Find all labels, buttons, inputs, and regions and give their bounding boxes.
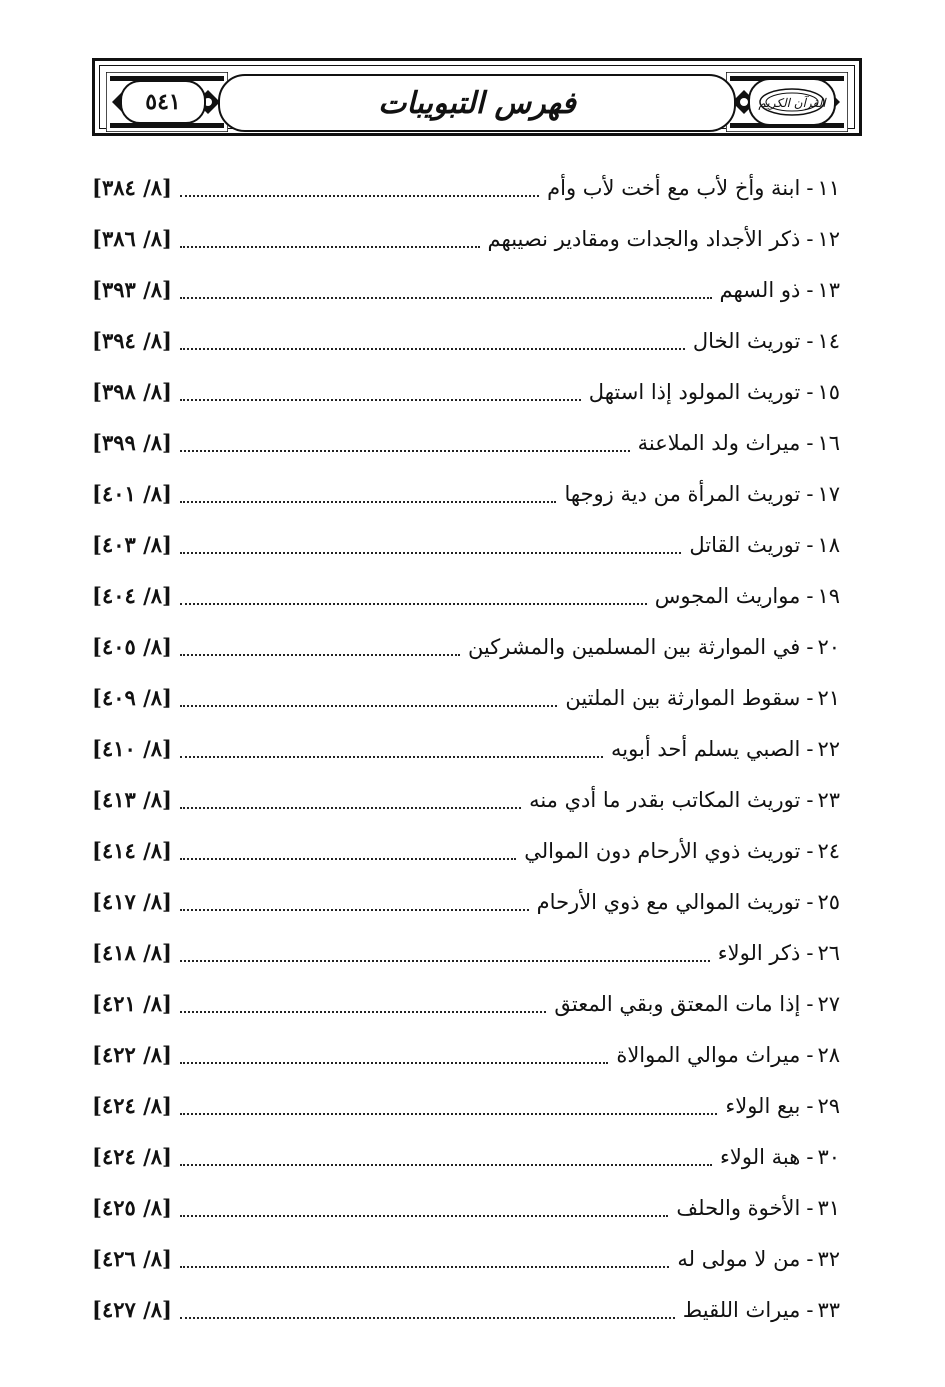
entry-number: ١٤ xyxy=(817,328,840,353)
entry-reference: [٨/ ٤٢٥] xyxy=(92,1195,172,1220)
dot-leader xyxy=(180,1113,717,1115)
entry-dash: - xyxy=(806,838,814,863)
entry-number: ٢٠ xyxy=(817,634,840,659)
index-entry-33 xyxy=(92,1284,840,1335)
entry-reference: [٨/ ٤٠٩] xyxy=(92,685,172,710)
entry-number: ١٥ xyxy=(817,379,840,404)
dot-leader xyxy=(180,501,557,503)
entry-reference: [٨/ ٣٩٩] xyxy=(92,430,172,455)
entry-number: ٣١ xyxy=(817,1195,840,1220)
entry-title: في الموارثة بين المسلمين والمشركين xyxy=(467,634,801,659)
dot-leader xyxy=(180,399,581,401)
dot-leader xyxy=(180,756,603,758)
dot-leader xyxy=(180,603,647,605)
index-entry-16 xyxy=(92,417,840,468)
entry-title: توريث المولود إذا استهل xyxy=(588,379,801,404)
index-entry-25 xyxy=(92,876,840,927)
entry-dash: - xyxy=(806,1246,814,1271)
entry-number: ١١ xyxy=(817,175,840,200)
index-entry-24 xyxy=(92,825,840,876)
entry-dash: - xyxy=(806,328,814,353)
index-entry-20 xyxy=(92,621,840,672)
entry-title: ميراث ولد الملاعنة xyxy=(637,430,801,455)
index-entry-15 xyxy=(92,366,840,417)
entry-number: ١٣ xyxy=(817,277,840,302)
entry-number: ٢٩ xyxy=(817,1093,840,1118)
entry-title: توريث المرأة من دية زوجها xyxy=(564,481,801,506)
dot-leader xyxy=(180,297,712,299)
index-entry-11 xyxy=(92,162,840,213)
entry-number: ٢٢ xyxy=(817,736,840,761)
entry-title: توريث الخال xyxy=(692,328,801,353)
entry-number: ٢١ xyxy=(817,685,840,710)
entry-reference: [٨/ ٣٩٤] xyxy=(92,328,172,353)
entry-number: ٢٥ xyxy=(817,889,840,914)
index-entry-14 xyxy=(92,315,840,366)
entry-dash: - xyxy=(806,685,814,710)
entry-reference: [٨/ ٤٠١] xyxy=(92,481,172,506)
index-entry-28 xyxy=(92,1029,840,1080)
index-entry-12 xyxy=(92,213,840,264)
page-header-banner xyxy=(92,58,862,136)
dot-leader xyxy=(180,450,630,452)
index-entry-19 xyxy=(92,570,840,621)
title-panel xyxy=(218,74,736,132)
seal-text: القرآن الكريم xyxy=(758,96,826,110)
dot-leader xyxy=(180,807,521,809)
index-entry-29 xyxy=(92,1080,840,1131)
dot-leader xyxy=(180,348,685,350)
entry-dash: - xyxy=(806,991,814,1016)
entry-title: ذو السهم xyxy=(719,277,801,302)
entry-number: ٢٤ xyxy=(817,838,840,863)
entry-title: توريث ذوي الأرحام دون الموالي xyxy=(524,838,801,863)
entry-number: ٢٧ xyxy=(817,991,840,1016)
entry-reference: [٨/ ٤٢١] xyxy=(92,991,172,1016)
index-entry-18 xyxy=(92,519,840,570)
entry-reference: [٨/ ٤٢٤] xyxy=(92,1093,172,1118)
entry-dash: - xyxy=(806,175,814,200)
entry-reference: [٨/ ٤٠٤] xyxy=(92,583,172,608)
index-entry-17 xyxy=(92,468,840,519)
dot-leader xyxy=(180,552,681,554)
entry-dash: - xyxy=(806,940,814,965)
entry-number: ٢٦ xyxy=(817,940,840,965)
entry-dash: - xyxy=(806,1093,814,1118)
entry-reference: [٨/ ٣٨٦] xyxy=(92,226,172,251)
entry-reference: [٨/ ٤١٧] xyxy=(92,889,172,914)
entry-reference: [٨/ ٤٢٢] xyxy=(92,1042,172,1067)
entry-reference: [٨/ ٤١٣] xyxy=(92,787,172,812)
entry-title: ميراث اللقيط xyxy=(682,1297,801,1322)
entry-number: ٣٢ xyxy=(817,1246,840,1271)
dot-leader xyxy=(180,1062,608,1064)
entry-dash: - xyxy=(806,277,814,302)
dot-leader xyxy=(180,1266,669,1268)
index-entry-13 xyxy=(92,264,840,315)
dot-leader xyxy=(180,1011,546,1013)
index-entry-23 xyxy=(92,774,840,825)
entry-reference: [٨/ ٤٠٣] xyxy=(92,532,172,557)
index-entry-27 xyxy=(92,978,840,1029)
entry-title: توريث الموالي مع ذوي الأرحام xyxy=(536,889,801,914)
index-entry-32 xyxy=(92,1233,840,1284)
entry-dash: - xyxy=(806,481,814,506)
index-entry-21 xyxy=(92,672,840,723)
entry-dash: - xyxy=(806,889,814,914)
index-entry-22 xyxy=(92,723,840,774)
dot-leader xyxy=(180,195,539,197)
entry-dash: - xyxy=(806,430,814,455)
dot-leader xyxy=(180,1215,668,1217)
entry-title: ذكر الولاء xyxy=(717,940,801,965)
dot-leader xyxy=(180,960,710,962)
entry-reference: [٨/ ٣٩٣] xyxy=(92,277,172,302)
dot-leader xyxy=(180,246,480,248)
header-inner-frame xyxy=(99,65,855,129)
index-entry-31 xyxy=(92,1182,840,1233)
entry-title: إذا مات المعتق وبقي المعتق xyxy=(554,991,801,1016)
dot-leader xyxy=(180,1164,712,1166)
entry-title: مواريث المجوس xyxy=(654,583,801,608)
entry-number: ٣٣ xyxy=(817,1297,840,1322)
index-entry-30 xyxy=(92,1131,840,1182)
entry-dash: - xyxy=(806,1042,814,1067)
entry-title: ميراث موالي الموالاة xyxy=(616,1042,801,1067)
entry-number: ٢٨ xyxy=(817,1042,840,1067)
entry-title: سقوط الموارثة بين الملتين xyxy=(565,685,801,710)
index-entry-26 xyxy=(92,927,840,978)
entry-dash: - xyxy=(806,226,814,251)
entry-title: توريث القاتل xyxy=(689,532,801,557)
entry-dash: - xyxy=(806,1144,814,1169)
entry-reference: [٨/ ٤٢٤] xyxy=(92,1144,172,1169)
dot-leader xyxy=(180,858,516,860)
entry-dash: - xyxy=(806,379,814,404)
entry-number: ١٧ xyxy=(817,481,840,506)
dot-leader xyxy=(180,1317,675,1319)
entry-reference: [٨/ ٣٨٤] xyxy=(92,175,172,200)
entry-title: بيع الولاء xyxy=(725,1093,801,1118)
entry-number: ١٦ xyxy=(817,430,840,455)
entry-dash: - xyxy=(806,634,814,659)
entry-dash: - xyxy=(806,736,814,761)
entry-reference: [٨/ ٤٠٥] xyxy=(92,634,172,659)
entry-reference: [٨/ ٤٢٧] xyxy=(92,1297,172,1322)
entry-number: ١٩ xyxy=(817,583,840,608)
entry-title: الأخوة والحلف xyxy=(676,1195,801,1220)
entry-reference: [٨/ ٤١٨] xyxy=(92,940,172,965)
entry-title: من لا مولى له xyxy=(677,1246,801,1271)
entry-number: ٢٣ xyxy=(817,787,840,812)
entry-title: ذكر الأجداد والجدات ومقادير نصيبهم xyxy=(487,226,801,251)
entry-title: الصبي يسلم أحد أبويه xyxy=(611,736,801,761)
dot-leader xyxy=(180,909,529,911)
entry-dash: - xyxy=(806,532,814,557)
entry-reference: [٨/ ٤١٤] xyxy=(92,838,172,863)
entry-reference: [٨/ ٣٩٨] xyxy=(92,379,172,404)
dot-leader xyxy=(180,654,460,656)
entry-dash: - xyxy=(806,787,814,812)
page-title: فهرس التبويبات xyxy=(378,85,576,121)
entry-dash: - xyxy=(806,1195,814,1220)
entry-number: ٣٠ xyxy=(817,1144,840,1169)
entry-title: هبة الولاء xyxy=(720,1144,801,1169)
page-number: ٥٤١ xyxy=(120,80,206,124)
entry-reference: [٨/ ٤٢٦] xyxy=(92,1246,172,1271)
entry-number: ١٨ xyxy=(817,532,840,557)
entry-title: توريث المكاتب بقدر ما أدي منه xyxy=(529,787,801,812)
entry-reference: [٨/ ٤١٠] xyxy=(92,736,172,761)
entry-number: ١٢ xyxy=(817,226,840,251)
entry-dash: - xyxy=(806,1297,814,1322)
quran-seal-icon xyxy=(748,78,836,126)
index-entries-list xyxy=(92,162,840,1335)
dot-leader xyxy=(180,705,557,707)
entry-dash: - xyxy=(806,583,814,608)
entry-title: ابنة وأخ لأب مع أخت لأب وأم xyxy=(547,175,801,200)
